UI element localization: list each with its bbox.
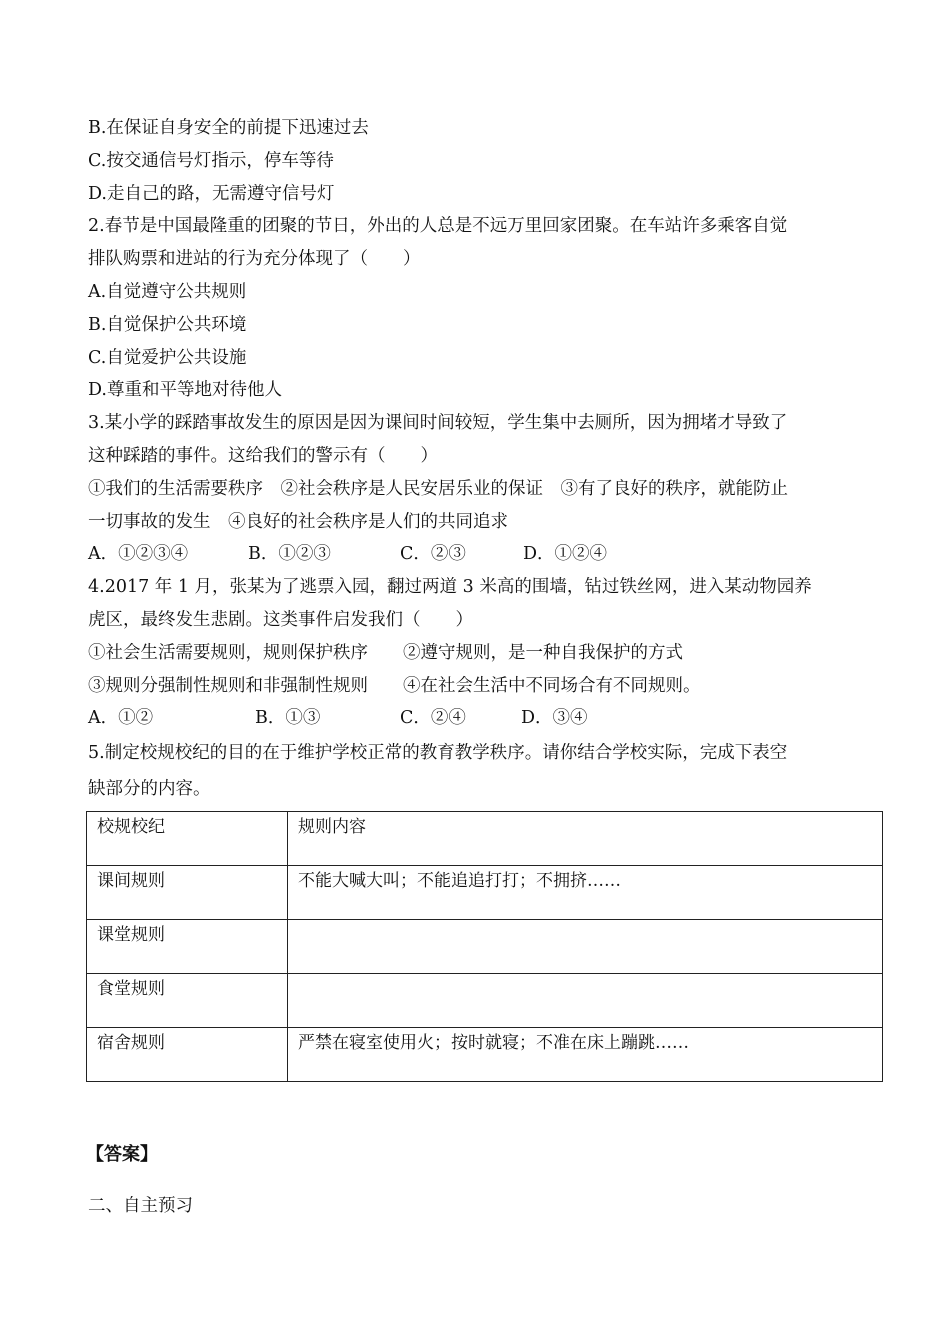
q5-stem-line1: 5.制定校规校纪的目的在于维护学校正常的教育教学秩序。请你结合学校实际，完成下表空	[88, 743, 788, 763]
q1-option-c: C.按交通信号灯指示，停车等待	[88, 151, 334, 171]
q4-option-c: C．②④	[400, 708, 466, 728]
q3-option-c: C．②③	[400, 544, 466, 564]
q4-statements-line2: ③规则分强制性规则和非强制性规则 ④在社会生活中不同场合有不同规则。	[88, 676, 701, 696]
q2-option-a: A.自觉遵守公共规则	[88, 282, 247, 302]
q4-option-b: B．①③	[255, 708, 321, 728]
table-header-cell: 规则内容	[288, 812, 883, 866]
table-cell-rule-content	[288, 920, 883, 974]
table-cell-rule-type: 课间规则	[87, 866, 288, 920]
school-rules-table	[86, 811, 883, 1082]
table-row	[87, 866, 883, 920]
q4-statements-line1: ①社会生活需要规则，规则保护秩序 ②遵守规则，是一种自我保护的方式	[88, 643, 683, 663]
table-cell-rule-content: 严禁在寝室使用火；按时就寝；不准在床上蹦跳……	[288, 1028, 883, 1082]
table-cell-rule-content: 不能大喊大叫；不能追追打打；不拥挤……	[288, 866, 883, 920]
q3-statements-line2: 一切事故的发生 ④良好的社会秩序是人们的共同追求	[88, 512, 508, 532]
table-row	[87, 974, 883, 1028]
table-header-row	[87, 812, 883, 866]
table-cell-rule-type: 课堂规则	[87, 920, 288, 974]
q2-stem-line1: 2.春节是中国最隆重的团聚的节日，外出的人总是不远万里回家团聚。在车站许多乘客自觉	[88, 216, 788, 236]
table-row	[87, 1028, 883, 1082]
q2-option-b: B.自觉保护公共环境	[88, 315, 247, 335]
section-heading: 二、自主预习	[88, 1196, 193, 1216]
q1-option-b: B.在保证自身安全的前提下迅速过去	[88, 118, 369, 138]
q3-option-b: B．①②③	[248, 544, 331, 564]
table-cell-rule-content	[288, 974, 883, 1028]
q4-option-a: A．①②	[88, 708, 154, 728]
table-cell-rule-type: 宿舍规则	[87, 1028, 288, 1082]
q2-option-c: C.自觉爱护公共设施	[88, 348, 247, 368]
table-row	[87, 920, 883, 974]
q2-stem-line2: 排队购票和进站的行为充分体现了（ ）	[88, 249, 421, 269]
q3-statements-line1: ①我们的生活需要秩序 ②社会秩序是人民安居乐业的保证 ③有了良好的秩序，就能防止	[88, 479, 788, 499]
q5-stem-line2: 缺部分的内容。	[88, 779, 211, 799]
q4-stem-line2: 虎区，最终发生悲剧。这类事件启发我们（ ）	[88, 610, 473, 630]
table-header-cell: 校规校纪	[87, 812, 288, 866]
q3-stem-line2: 这种踩踏的事件。这给我们的警示有（ ）	[88, 446, 438, 466]
q4-option-d: D．③④	[521, 708, 588, 728]
answer-heading: 【答案】	[86, 1144, 158, 1165]
table-cell-rule-type: 食堂规则	[87, 974, 288, 1028]
q3-option-d: D．①②④	[523, 544, 608, 564]
q3-option-a: A．①②③④	[88, 544, 189, 564]
q3-stem-line1: 3.某小学的踩踏事故发生的原因是因为课间时间较短，学生集中去厕所，因为拥堵才导致了	[88, 413, 788, 433]
q2-option-d: D.尊重和平等地对待他人	[88, 380, 282, 400]
q4-stem-line1: 4.2017 年 1 月，张某为了逃票入园，翻过两道 3 米高的围墙，钻过铁丝网，进入某动物园养	[88, 577, 812, 597]
q1-option-d: D.走自己的路，无需遵守信号灯	[88, 184, 335, 204]
